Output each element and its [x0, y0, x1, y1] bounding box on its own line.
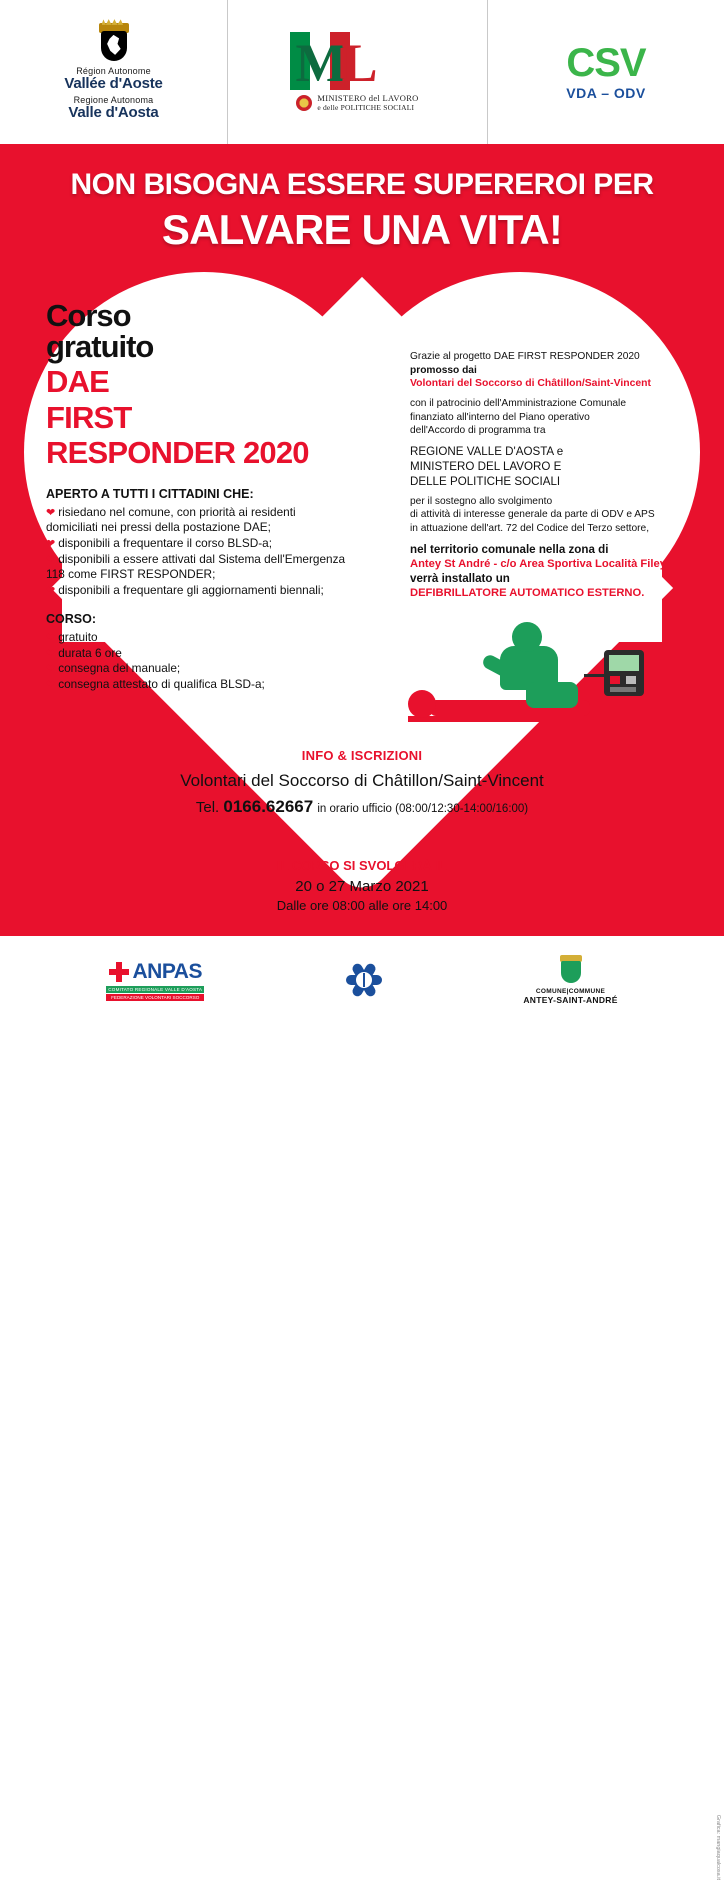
- heart-bullet-icon: ❤: [46, 506, 56, 519]
- aed-device-icon: [604, 650, 644, 696]
- install-device: DEFIBRILLATORE AUTOMATICO ESTERNO.: [410, 587, 645, 600]
- course-title-dae: DAE: [46, 364, 110, 399]
- footer-logos: [0, 936, 724, 1880]
- course-title-first: FIRST: [46, 399, 132, 435]
- heart-bullet-icon: ❤: [46, 553, 56, 566]
- partner-ministry1: MINISTERO DEL LAVORO E: [410, 459, 562, 473]
- eligibility-list: [46, 505, 346, 598]
- course-details-list: [46, 630, 346, 692]
- list-item: ❤ consegna attestato di qualifica BLSD-a;: [46, 676, 265, 691]
- promoted-by-label: promosso dai: [410, 364, 477, 376]
- logo-anpas: [106, 960, 204, 1001]
- cpr-with-aed-icon: [408, 620, 694, 730]
- list-item: ❤ consegna del manuale;: [46, 661, 181, 676]
- heart-bullet-icon: ❤: [46, 632, 56, 645]
- location-address: Antey St André - c/o Area Sportiva Località Filey: [410, 557, 666, 570]
- comune-line2: ANTEY-SAINT-ANDRÉ: [523, 995, 618, 1005]
- vda-line2: Vallée d'Aoste: [64, 75, 163, 93]
- heart-bullet-icon: ❤: [46, 647, 56, 660]
- course-title-responder: RESPONDER 2020: [46, 435, 309, 471]
- logo-valle-daosta: [0, 0, 228, 144]
- ministry-line2: e delle POLITICHE SOCIALI: [317, 102, 415, 112]
- vda-line4: Valle d'Aosta: [68, 104, 159, 122]
- headline-line1: NON BISOGNA ESSERE SUPEREROI PER: [70, 168, 654, 201]
- project-credit: Grazie al progetto DAE FIRST RESPONDER 2020: [410, 351, 640, 362]
- list-item: ❤ gratuito: [46, 630, 98, 645]
- comune-line1: COMUNE|COMMUNE: [535, 988, 606, 995]
- info-organization: Volontari del Soccorso di Châtillon/Saint-Vincent: [180, 771, 544, 790]
- vda-line3: Regione Autonoma: [73, 95, 154, 105]
- design-credit: Grafica: mangiaqualcosa.it: [715, 1814, 721, 1880]
- italian-republic-emblem-icon: [296, 95, 312, 111]
- heart-bullet-icon: ❤: [46, 678, 56, 691]
- logo-ministero-lavoro: [228, 0, 488, 144]
- list-item: ❤ disponibili a essere attivati dal Sistema dell'Emergenza 118 come FIRST RESPONDER;: [46, 551, 346, 582]
- purpose-line2: di attività di interesse generale da parte di ODV e APS: [410, 509, 655, 521]
- dates-days: 20 o 27 Marzo 2021: [295, 878, 429, 895]
- promoter-name: Volontari del Soccorso di Châtillon/Saint-Vincent: [410, 378, 651, 390]
- csv-acronym: CSV: [566, 41, 646, 85]
- course-details-heading: CORSO:: [46, 612, 96, 627]
- heart-bullet-icon: ❤: [46, 537, 56, 550]
- course-title-line1: Corso: [46, 298, 131, 333]
- logo-comune: [523, 955, 617, 1005]
- list-item: ❤ disponibili a frequentare il corso BLSD-a;: [46, 535, 272, 550]
- install-intro: verrà installato un: [410, 572, 510, 586]
- star-of-life-icon: [337, 953, 391, 1007]
- logo-bar: [0, 0, 724, 144]
- eligibility-heading: APERTO A TUTTI I CITTADINI CHE:: [46, 486, 254, 501]
- heart-bullet-icon: ❤: [46, 663, 56, 676]
- info-phone: [0, 797, 724, 817]
- funding-line1: finanziato all'interno del Piano operativo: [410, 411, 590, 423]
- csv-subtitle: VDA – ODV: [566, 85, 646, 101]
- phone-note: in orario ufficio (08:00/12:30-14:00/16:00): [317, 803, 529, 815]
- heart-bullet-icon: ❤: [46, 584, 56, 597]
- partner-region: REGIONE VALLE D'AOSTA e: [410, 444, 564, 458]
- location-intro: nel territorio comunale nella zona di: [410, 542, 609, 556]
- poster-content: [0, 144, 724, 936]
- info-heading: INFO & ISCRIZIONI: [301, 748, 423, 763]
- ministry-line1: MINISTERO del LAVORO: [317, 93, 419, 104]
- anpas-bar2: FEDERAZIONE VOLONTARI SOCCORSO: [106, 994, 204, 1001]
- phone-label: Tel.: [195, 799, 220, 816]
- dates-heading: IL CORSO SI SVOLGERÀ IL: [276, 858, 448, 873]
- comune-crest-icon: [559, 955, 583, 985]
- valle-daosta-crest-icon: [97, 23, 131, 63]
- funding-line2: dell'Accordo di programma tra: [410, 425, 546, 437]
- dates-hours: Dalle ore 08:00 alle ore 14:00: [276, 898, 448, 913]
- anpas-cross-icon: [109, 962, 129, 982]
- list-item: ❤ disponibili a frequentare gli aggiornamenti biennali;: [46, 582, 324, 597]
- course-title-line2: gratuito: [46, 329, 154, 364]
- anpas-name: ANPAS: [132, 959, 202, 983]
- purpose-line3: in attuazione dell'art. 72 del Codice del Terzo settore,: [410, 522, 650, 534]
- list-item: ❤ durata 6 ore: [46, 645, 122, 660]
- left-column: [46, 300, 346, 692]
- anpas-bar1: COMITATO REGIONALE VALLE D'AOSTA: [108, 986, 203, 992]
- ministry-ml-monogram-icon: M L: [290, 32, 426, 90]
- headline-line2: SALVARE UNA VITA!: [161, 206, 563, 253]
- info-block: [0, 748, 724, 817]
- purpose-line1: per il sostegno allo svolgimento: [410, 495, 553, 507]
- logo-csv: [488, 0, 724, 144]
- list-item: ❤ risiedano nel comune, con priorità ai residenti domiciliati nei pressi della postazione DAE;: [46, 504, 296, 535]
- right-column: [410, 350, 688, 601]
- patronage-line: con il patrocinio dell'Amministrazione Comunale: [410, 397, 626, 409]
- phone-number[interactable]: 0166.62667: [223, 797, 314, 816]
- vda-line1: Région Autonome: [76, 65, 151, 76]
- dates-block: [0, 858, 724, 913]
- partner-ministry2: DELLE POLITICHE SOCIALI: [410, 474, 561, 488]
